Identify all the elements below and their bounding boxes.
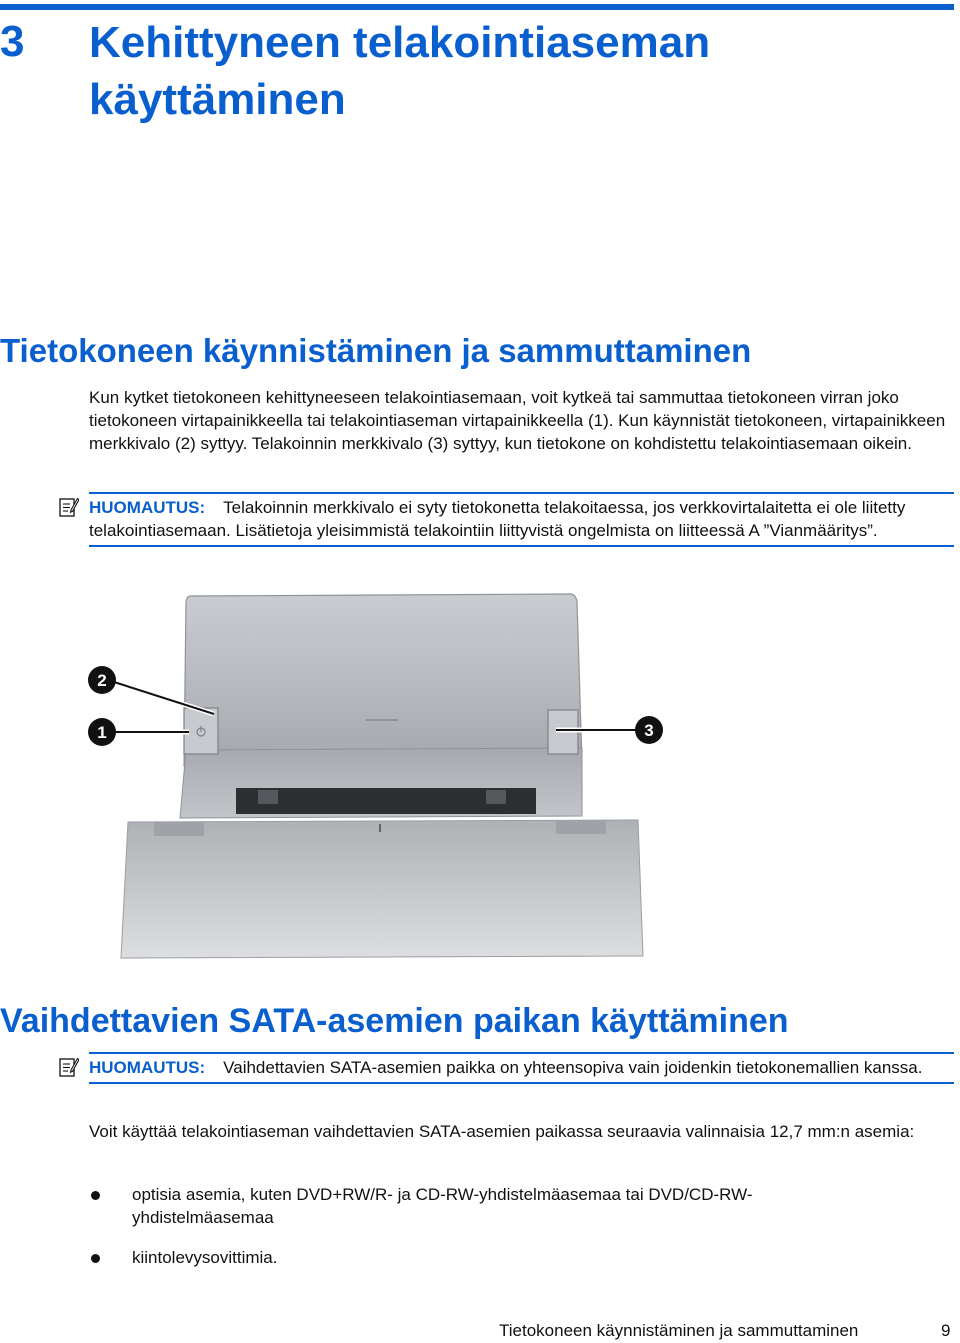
intro-paragraph: Kun kytket tietokoneen kehittyneeseen telakointiasemaan, voit kytkeä tai sammuttaa tietokoneen virran joko tietokoneen virtapainikkeella tai telakointiaseman virtapainikkeella (1). Kun käynnistät tietokoneen, virtapainikkeen merkkivalo (2) syttyy. Telakoinnin merkkivalo (3) syttyy, kun tietokone on kohdistettu telakointiasemaan oikein. xyxy=(89,388,946,453)
callout-2 xyxy=(88,666,116,694)
section-title-startup: Tietokoneen käynnistäminen ja sammuttaminen xyxy=(0,332,752,369)
page-number: 9 xyxy=(941,1321,951,1340)
callout-1 xyxy=(88,718,116,746)
note-box-docking xyxy=(89,492,954,547)
bullet-icon xyxy=(91,1254,100,1263)
list-item-text: kiintolevysovittimia. xyxy=(132,1248,278,1267)
chapter-number: 3 xyxy=(0,17,25,66)
note-label: HUOMAUTUS: xyxy=(89,498,206,517)
list-item xyxy=(91,1246,851,1269)
top-rule xyxy=(0,4,954,10)
list-item-text: optisia asemia, kuten DVD+RW/R- ja CD-RW-yhdistelmäasemaa tai DVD/CD-RW-yhdistelmäasemaa xyxy=(132,1185,753,1227)
callout-3 xyxy=(635,716,663,744)
svg-text:1: 1 xyxy=(97,723,107,742)
chapter-title: Kehittyneen telakointiaseman käyttäminen xyxy=(89,18,711,124)
section-title-sata: Vaihdettavien SATA-asemien paikan käyttäminen xyxy=(0,1002,789,1040)
svg-text:3: 3 xyxy=(644,721,654,740)
note-icon xyxy=(59,496,79,518)
note-text: Vaihdettavien SATA-asemien paikka on yhteensopiva vain joidenkin tietokonemallien kanssa. xyxy=(223,1058,923,1077)
footer-title: Tietokoneen käynnistäminen ja sammuttaminen xyxy=(499,1321,859,1340)
bullet-icon xyxy=(91,1191,100,1200)
svg-text:2: 2 xyxy=(97,671,107,690)
docking-station-image xyxy=(86,590,676,960)
note-label: HUOMAUTUS: xyxy=(89,1058,206,1077)
list-item xyxy=(91,1183,851,1229)
sata-paragraph: Voit käyttää telakointiaseman vaihdettavien SATA-asemien paikassa seuraavia valinnaisia 12,7 mm:n asemia: xyxy=(89,1122,915,1141)
note-icon xyxy=(59,1056,79,1078)
note-box-sata xyxy=(89,1052,954,1084)
note-text: Telakoinnin merkkivalo ei syty tietokonetta telakoitaessa, jos verkkovirtalaitetta ei ole liitetty telakointiasemaan. Lisätietoja yleisimmistä telakointiin liittyvistä ongelmista on liitteessä A ”Vianmääritys”. xyxy=(89,498,906,540)
